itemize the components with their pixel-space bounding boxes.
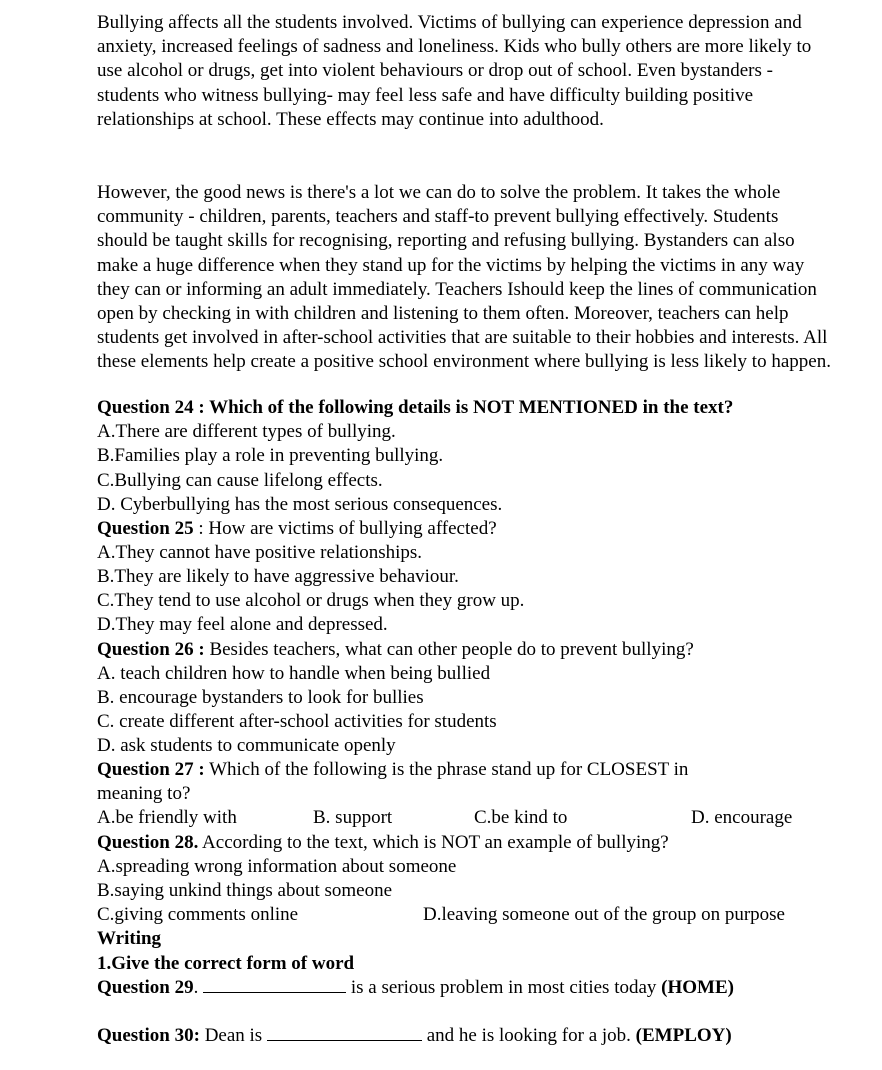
question-25-option-d: D.They may feel alone and depressed. xyxy=(97,614,388,635)
question-26-option-b: B. encourage bystanders to look for bullies xyxy=(97,687,424,708)
question-29-root-word: (HOME) xyxy=(661,977,734,998)
question-26-label: Question 26 : xyxy=(97,639,205,660)
question-27-heading xyxy=(97,758,688,782)
question-25-text: : How are victims of bullying affected? xyxy=(193,518,497,539)
question-30-label: Question 30: xyxy=(97,1025,200,1046)
question-25-heading xyxy=(97,517,497,541)
question-28-option-d: D.leaving someone out of the group on purpose xyxy=(423,904,785,925)
question-29-label: Question 29 xyxy=(97,977,194,998)
question-27-label: Question 27 : xyxy=(97,759,205,780)
question-27-option-c: C.be kind to xyxy=(474,807,568,828)
question-25-option-c: C.They tend to use alcohol or drugs when they grow up. xyxy=(97,590,525,611)
question-29-answer-blank[interactable] xyxy=(203,977,346,993)
question-28-heading xyxy=(97,831,669,855)
question-26-option-a: A. teach children how to handle when being bullied xyxy=(97,663,491,684)
question-27-option-b: B. support xyxy=(313,807,393,828)
question-25-option-a: A.They cannot have positive relationships. xyxy=(97,542,423,563)
question-24-option-d: D. Cyberbullying has the most serious consequences. xyxy=(97,494,503,515)
question-26-text: Besides teachers, what can other people do to prevent bullying? xyxy=(204,639,694,660)
question-28-option-a: A.spreading wrong information about someone xyxy=(97,856,457,877)
question-27-option-d: D. encourage xyxy=(691,807,793,828)
question-24-option-b: B.Families play a role in preventing bullying. xyxy=(97,445,444,466)
question-28-text: According to the text, which is NOT an example of bullying? xyxy=(198,832,669,853)
question-30-answer-blank[interactable] xyxy=(267,1025,422,1041)
question-25-option-b: B.They are likely to have aggressive behaviour. xyxy=(97,566,459,587)
word-form-instruction: 1.Give the correct form of word xyxy=(97,953,355,974)
question-29-text: is a serious problem in most cities today xyxy=(346,977,662,998)
question-28-option-b: B.saying unkind things about someone xyxy=(97,880,393,901)
question-26-option-d: D. ask students to communicate openly xyxy=(97,735,396,756)
question-28-option-c: C.giving comments online xyxy=(97,904,299,925)
question-27-text-continued: meaning to? xyxy=(97,783,191,804)
passage-paragraph-1: Bullying affects all the students involved. Victims of bullying can experience depression and anxiety, increased feelings of sadness and loneliness. Kids who bully others are more likely to use alcohol or drugs, get into violent behaviours or drop out of school. Even bystanders - students who witness bullying- may feel less safe and have difficulty building positive relationships at school. These effects may continue into adulthood. xyxy=(97,12,812,130)
question-27-text: Which of the following is the phrase stand up for CLOSEST in xyxy=(204,759,689,780)
question-26-option-c: C. create different after-school activities for students xyxy=(97,711,497,732)
question-26-heading xyxy=(97,638,694,662)
question-24-heading: Question 24 : Which of the following details is NOT MENTIONED in the text? xyxy=(97,397,734,418)
question-29: Question 29. is a serious problem in most cities today (HOME) xyxy=(97,977,734,998)
question-30-root-word: (EMPLOY) xyxy=(635,1025,732,1046)
question-28-label: Question 28. xyxy=(97,832,199,853)
question-27-option-a: A.be friendly with xyxy=(97,807,237,828)
passage-paragraph-2: However, the good news is there's a lot we can do to solve the problem. It takes the whole community - children, parents, teachers and staff-to prevent bullying effectively. Students should be taught skills for recognising, reporting and refusing bullying. Bystanders can also make a huge difference when they stand up for the victims by helping the victims in any way they can or informing an adult immediately. Teachers Ishould keep the lines of communication open by checking in with children and listening to them often. Moreover, teachers can help students get involved in after-school activities that are suitable to their hobbies and interests. All these elements help create a positive school environment where bullying is less likely to happen. xyxy=(97,182,831,373)
question-24-option-c: C.Bullying can cause lifelong effects. xyxy=(97,470,383,491)
question-30: Question 30: Dean is and he is looking for a job. (EMPLOY) xyxy=(97,1025,732,1046)
question-30-text: and he is looking for a job. xyxy=(421,1025,636,1046)
question-25-label: Question 25 xyxy=(97,518,194,539)
question-24-option-a: A.There are different types of bullying. xyxy=(97,421,396,442)
writing-heading: Writing xyxy=(97,928,162,949)
